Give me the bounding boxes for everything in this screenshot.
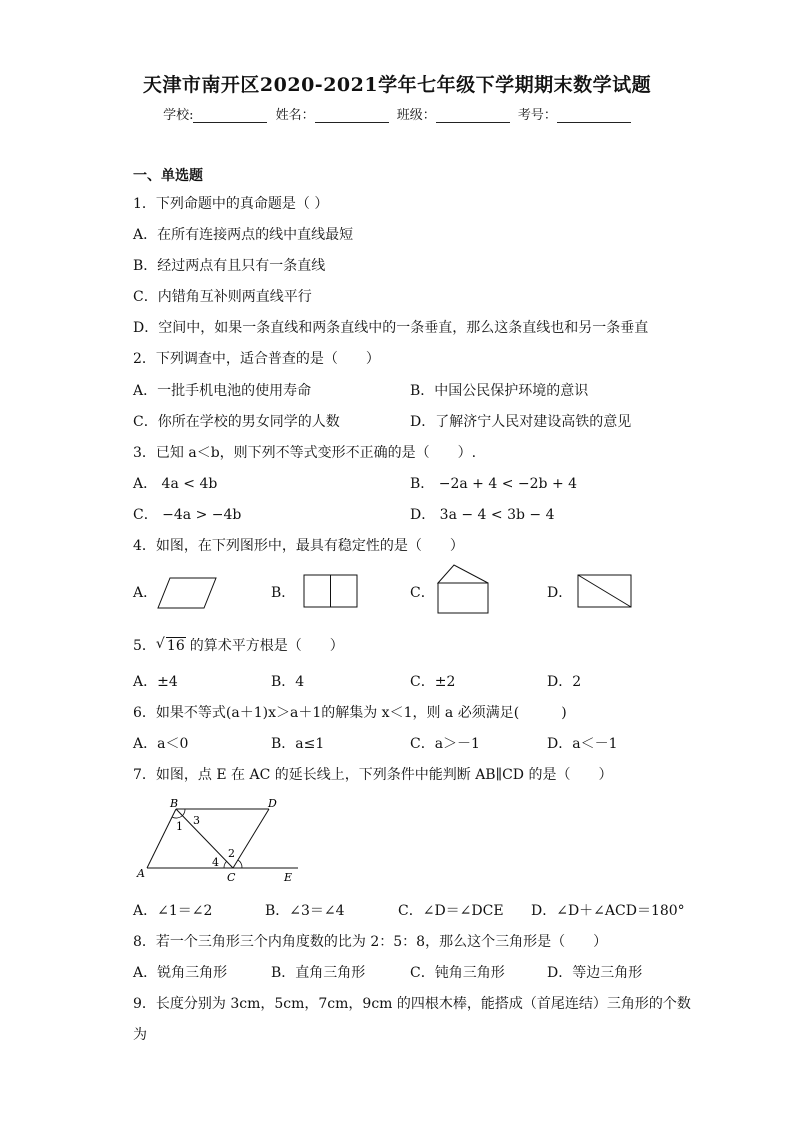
q7-label-a: A [137,867,145,880]
q5-option-a: A．±4 [133,674,178,690]
q2-option-a: A．一批手机电池的使用寿命 [133,383,312,399]
q5-option-c: C．±2 [410,674,456,690]
page-title: 天津市南开区2020-2021学年七年级下学期期末数学试题 [142,74,652,96]
q6-option-d: D．a＜－1 [547,736,618,752]
q7-parallel-lines-figure [133,795,303,887]
q4-diagonal-rectangle-figure [576,573,634,609]
q1-option-b: B．经过两点有且只有一条直线 [133,258,326,274]
exam-number-label: 考号： [517,108,557,123]
q5-radicand: 16 [166,638,185,654]
q8-option-b: B．直角三角形 [271,965,366,981]
q7-stem: 7．如图，点 E 在 AC 的延长线上，下列条件中能判断 AB∥CD 的是（ ） [133,767,613,783]
q2-option-b: B．中国公民保护环境的意识 [410,383,589,399]
q4-option-c-label: C． [410,585,435,601]
q2-option-d: D．了解济宁人民对建设高铁的意见 [410,414,632,430]
q4-parallelogram-figure [156,576,218,610]
q5-number: 5． [133,638,156,654]
q8-option-d: D．等边三角形 [547,965,643,981]
q7-label-b: B [170,797,179,810]
q2-option-c: C．你所在学校的男女同学的人数 [133,414,340,430]
name-blank[interactable] [315,108,389,123]
q4-stem: 4．如图，在下列图形中，最具有稳定性的是（ ） [133,538,464,554]
q7-option-c: C．∠D＝∠DCE [398,903,504,919]
q7-option-d: D．∠D＋∠ACD＝180° [531,903,685,919]
q6-option-a: A．a＜0 [133,736,189,752]
q7-label-e: E [284,871,293,884]
q4-divided-rectangle-figure [302,573,360,609]
name-label: 姓名： [275,108,315,123]
q3-stem: 3．已知 a＜b，则下列不等式变形不正确的是（ ）. [133,445,477,461]
q5-sqrt [156,638,186,654]
q1-option-d: D．空间中，如果一条直线和两条直线中的一条垂直，那么这条直线也和另一条垂直 [133,320,649,336]
class-label: 班级： [396,108,436,123]
radical-sign-icon: √ [155,636,165,652]
q5-stem-text: 的算术平方根是（ ） [189,638,344,654]
q5-option-d: D．2 [547,674,582,690]
section-heading: 一、单选题 [133,168,203,184]
exam-number-blank[interactable] [557,108,631,123]
q4-option-b-label: B． [271,585,296,601]
q4-option-d-label: D． [547,585,573,601]
q6-stem: 6．如果不等式(a＋1)x＞a＋1的解集为 x＜1，则 a 必须满足( ) [133,705,567,721]
q3-option-a: A． 4a < 4b [133,476,218,492]
q7-label-d: D [268,797,277,810]
q8-option-c: C．钝角三角形 [410,965,505,981]
q7-option-b: B．∠3＝∠4 [265,903,345,919]
q2-stem: 2．下列调查中，适合普查的是（ ） [133,351,380,367]
q6-option-c: C．a＞－1 [410,736,480,752]
q6-option-b: B．a≤1 [271,736,325,752]
q9-stem: 9．长度分别为 3cm，5cm，7cm，9cm 的四根木棒，能搭成（首尾连结）三角形的个数 [133,996,691,1012]
school-blank[interactable] [193,108,267,123]
q9-stem-continued: 为 [133,1027,147,1043]
class-blank[interactable] [436,108,510,123]
q1-option-c: C．内错角互补则两直线平行 [133,289,312,305]
q4-house-figure [436,563,492,615]
q1-stem: 1．下列命题中的真命题是（ ） [133,196,329,212]
q7-angle-4: 4 [212,856,219,869]
q5-stem [133,635,344,655]
q8-stem: 8．若一个三角形三个内角度数的比为 2：5：8，那么这个三角形是（ ） [133,934,608,950]
q7-angle-2: 2 [228,847,235,860]
q7-option-a: A．∠1＝∠2 [133,903,213,919]
student-info-line [0,104,794,123]
q8-option-a: A．锐角三角形 [133,965,228,981]
q7-angle-1: 1 [176,820,183,833]
q7-label-c: C [227,871,236,884]
q3-option-c: C． −4a > −4b [133,507,242,523]
q3-option-d: D． 3a − 4 < 3b − 4 [410,507,555,523]
q1-option-a: A．在所有连接两点的线中直线最短 [133,227,354,243]
school-label: 学校: [163,108,194,123]
q5-option-b: B．4 [271,674,305,690]
q4-option-a-label: A． [133,585,158,601]
q7-angle-3: 3 [193,814,200,827]
q3-option-b: B． −2a + 4 < −2b + 4 [410,476,578,492]
